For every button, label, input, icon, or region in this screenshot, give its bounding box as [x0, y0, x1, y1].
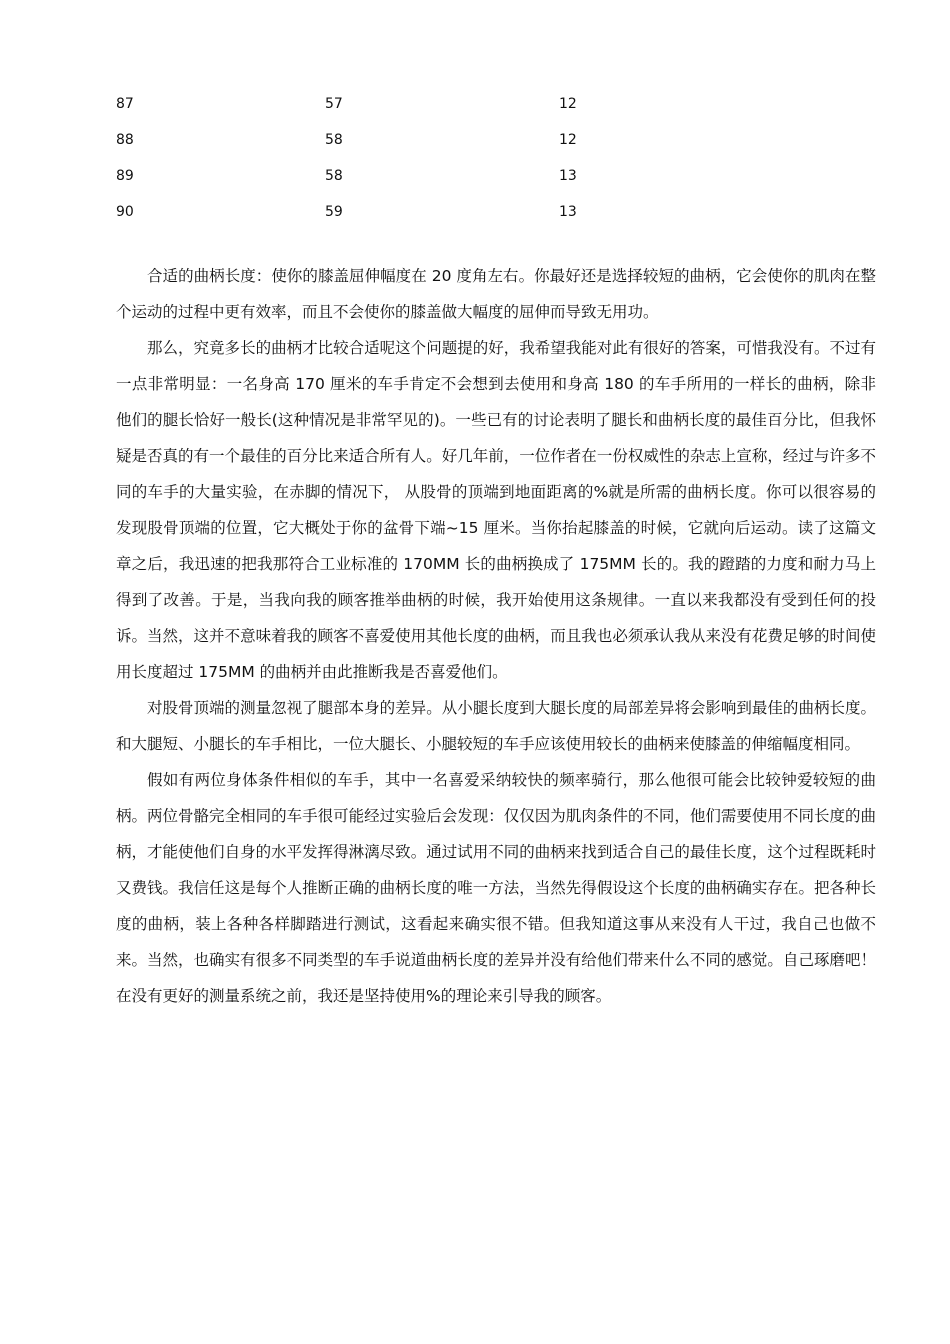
table-cell: 57 — [325, 96, 343, 112]
table-cell: 58 — [325, 168, 343, 184]
table-cell: 89 — [116, 168, 134, 184]
table-row — [116, 202, 816, 238]
table-row — [116, 166, 816, 202]
paragraph: 合适的曲柄长度：使你的膝盖屈伸幅度在 20 度角左右。你最好还是选择较短的曲柄，它会使你的肌肉在整个运动的过程中更有效率，而且不会使你的膝盖做大幅度的屈伸而导致无用功。 — [116, 267, 876, 321]
table-cell: 13 — [559, 168, 577, 184]
table-row — [116, 94, 816, 130]
table-row — [116, 130, 816, 166]
table-cell: 12 — [559, 132, 577, 148]
data-table — [116, 94, 816, 238]
table-cell: 87 — [116, 96, 134, 112]
table-cell: 59 — [325, 204, 343, 220]
table-cell: 58 — [325, 132, 343, 148]
body-text — [116, 258, 876, 1014]
paragraph: 假如有两位身体条件相似的车手，其中一名喜爱采纳较快的频率骑行，那么他很可能会比较钟爱较短的曲柄。两位骨骼完全相同的车手很可能经过实验后会发现：仅仅因为肌肉条件的不同，他们需要使用不同长度的曲柄，才能使他们自身的水平发挥得淋漓尽致。通过试用不同的曲柄来找到适合自己的最佳长度，这个过程既耗时又费钱。我信任这是每个人推断正确的曲柄长度的唯一方法，当然先得假设这个长度的曲柄确实存在。把各种长度的曲柄，装上各种各样脚踏进行测试，这看起来确实很不错。但我知道这事从来没有人干过，我自己也做不来。当然，也确实有很多不同类型的车手说道曲柄长度的差异并没有给他们带来什么不同的感觉。自己琢磨吧！在没有更好的测量系统之前，我还是坚持使用%的理论来引导我的顾客。 — [116, 771, 876, 1005]
paragraph: 对股骨顶端的测量忽视了腿部本身的差异。从小腿长度到大腿长度的局部差异将会影响到最佳的曲柄长度。和大腿短、小腿长的车手相比，一位大腿长、小腿较短的车手应该使用较长的曲柄来使膝盖的伸缩幅度相同。 — [116, 699, 876, 753]
table-cell: 13 — [559, 204, 577, 220]
table-cell: 12 — [559, 96, 577, 112]
table-cell: 90 — [116, 204, 134, 220]
paragraph: 那么，究竟多长的曲柄才比较合适呢这个问题提的好，我希望我能对此有很好的答案，可惜我没有。不过有一点非常明显：一名身高 170 厘米的车手肯定不会想到去使用和身高 180 的车手所用的一样长的曲柄，除非他们的腿长恰好一般长(这种情况是非常罕见的)。一些已有的讨论表明了腿长和曲柄长度的最佳百分比，但我怀疑是否真的有一个最佳的百分比来适合所有人。好几年前，一位作者在一份权威性的杂志上宣称，经过与许多不同的车手的大量实验，在赤脚的情况下， 从股骨的顶端到地面距离的%就是所需的曲柄长度。你可以很容易的发现股骨顶端的位置，它大概处于你的盆骨下端~15 厘米。当你抬起膝盖的时候，它就向后运动。读了这篇文章之后，我迅速的把我那符合工业标准的 170MM 长的曲柄换成了 175MM 长的。我的蹬踏的力度和耐力马上得到了改善。于是，当我向我的顾客推举曲柄的时候，我开始使用这条规律。一直以来我都没有受到任何的投诉。当然，这并不意味着我的顾客不喜爱使用其他长度的曲柄，而且我也必须承认我从来没有花费足够的时间使用长度超过 175MM 的曲柄并由此推断我是否喜爱他们。 — [116, 339, 876, 681]
table-cell: 88 — [116, 132, 134, 148]
